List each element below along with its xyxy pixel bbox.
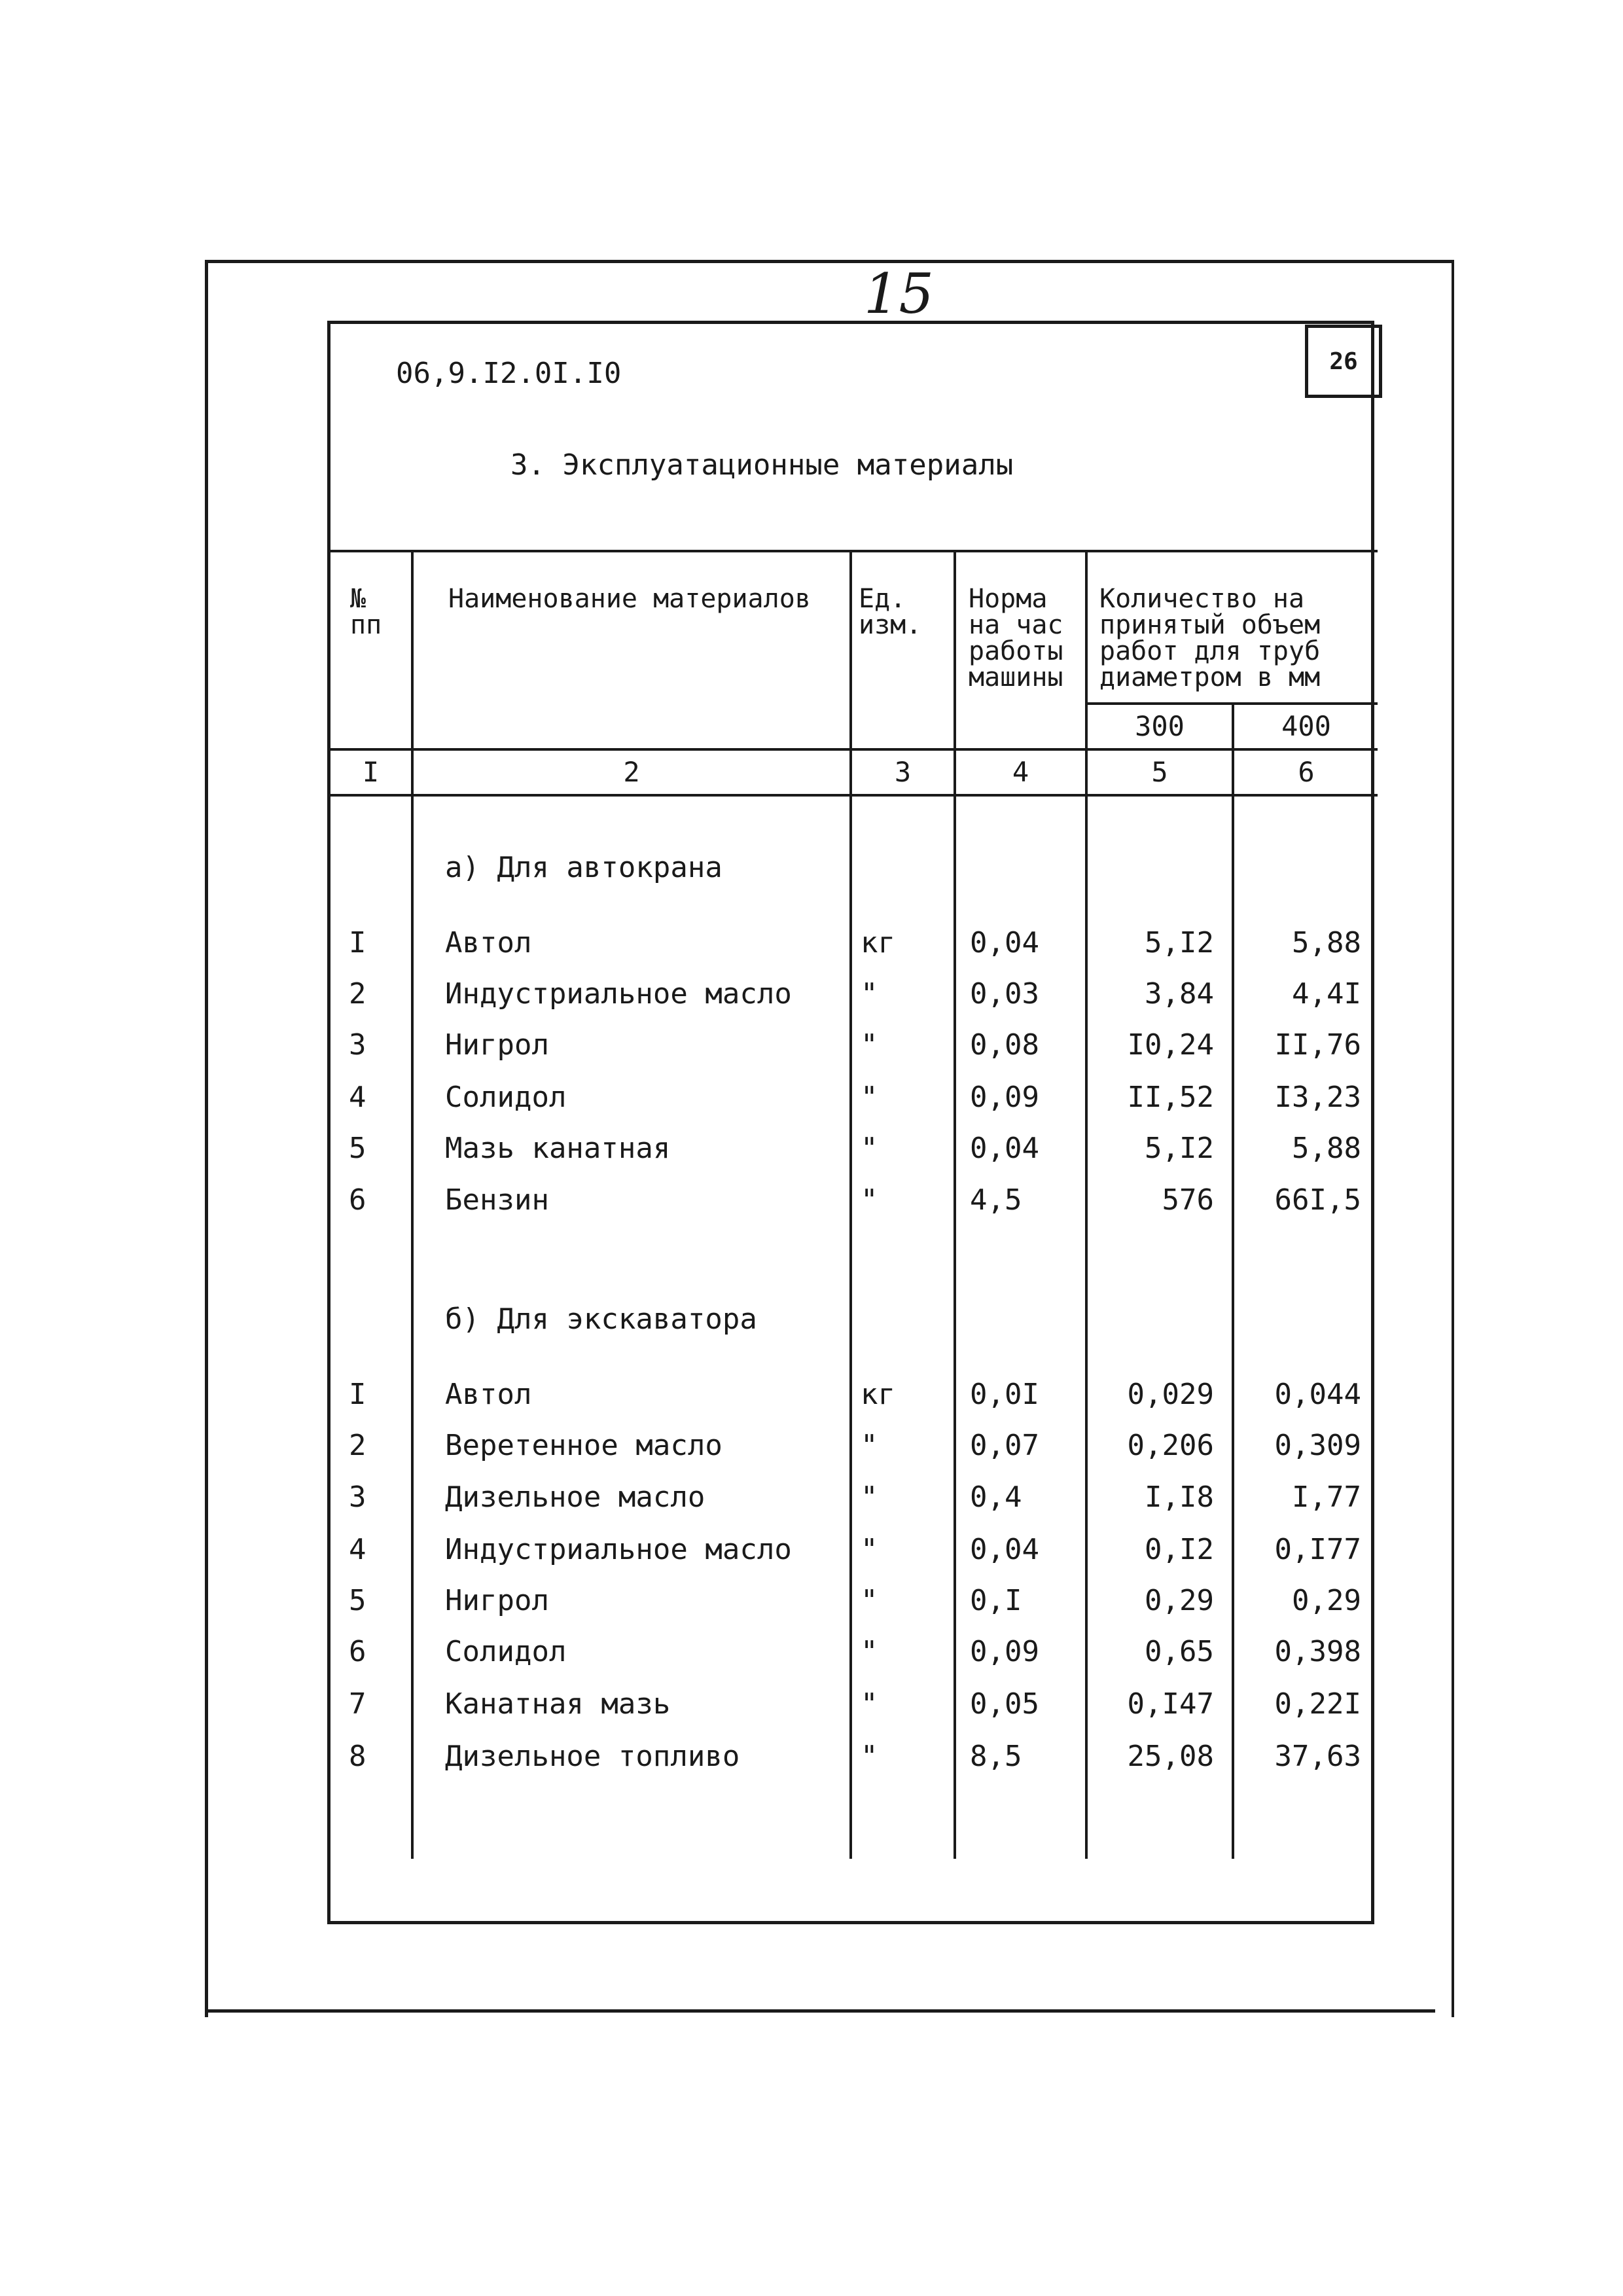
row-no: I xyxy=(349,926,366,960)
col-divider-5 xyxy=(1232,702,1234,1859)
colnum-5: 5 xyxy=(1151,756,1168,788)
row-no: 2 xyxy=(349,1429,366,1462)
row-qty-300: 0,29 xyxy=(1145,1584,1214,1617)
row-qty-300: 0,029 xyxy=(1127,1378,1214,1411)
row-rate: 0,4 xyxy=(970,1480,1022,1514)
row-qty-400: 0,29 xyxy=(1292,1584,1361,1617)
col-divider-3 xyxy=(954,550,956,1859)
row-rate: 0,04 xyxy=(970,1533,1039,1566)
row-name: Нигрол xyxy=(445,1028,549,1062)
row-unit: " xyxy=(861,1635,878,1668)
row-qty-400: 0,I77 xyxy=(1274,1533,1361,1566)
row-unit: " xyxy=(861,1740,878,1773)
col-divider-1 xyxy=(411,550,414,1859)
row-unit: кг xyxy=(861,1378,895,1411)
row-unit: кг xyxy=(861,926,895,960)
row-no: 6 xyxy=(349,1183,366,1217)
row-rate: 0,09 xyxy=(970,1635,1039,1668)
row-name: Автол xyxy=(445,1378,532,1411)
row-no: 6 xyxy=(349,1635,366,1668)
row-name: Дизельное масло xyxy=(445,1480,705,1514)
row-rate: 4,5 xyxy=(970,1183,1022,1217)
row-qty-300: 3,84 xyxy=(1145,977,1214,1011)
group-title-excavator: б) Для экскаватора xyxy=(445,1302,757,1336)
row-qty-400: 5,88 xyxy=(1292,1132,1361,1165)
row-name: Солидол xyxy=(445,1081,567,1114)
header-rate: Норма на час работы машины xyxy=(969,584,1063,692)
row-unit: " xyxy=(861,977,878,1011)
row-name: Веретенное масло xyxy=(445,1429,722,1462)
header-unit: Ед. изм. xyxy=(859,584,922,640)
row-qty-300: 0,I2 xyxy=(1145,1533,1214,1566)
row-no: 5 xyxy=(349,1584,366,1617)
row-name: Индустриальное масло xyxy=(445,1533,792,1566)
row-name: Мазь канатная xyxy=(445,1132,671,1165)
handwritten-page-number: 15 xyxy=(864,262,934,326)
col-divider-2 xyxy=(849,550,852,1859)
colnum-1: I xyxy=(362,756,380,788)
colnum-6: 6 xyxy=(1298,756,1315,788)
row-name: Солидол xyxy=(445,1635,567,1668)
row-no: 8 xyxy=(349,1740,366,1773)
row-name: Автол xyxy=(445,926,532,960)
header-bottom-border xyxy=(330,748,1378,751)
row-qty-400: 66I,5 xyxy=(1274,1183,1361,1217)
row-qty-300: I,I8 xyxy=(1145,1480,1214,1514)
header-qty-400: 400 xyxy=(1281,710,1331,742)
row-qty-400: 0,398 xyxy=(1274,1635,1361,1668)
document-code: 06,9.I2.0I.I0 xyxy=(396,357,622,390)
row-qty-300: 0,65 xyxy=(1145,1635,1214,1668)
row-rate: 0,04 xyxy=(970,926,1039,960)
row-unit: " xyxy=(861,1132,878,1165)
header-qty-300: 300 xyxy=(1135,710,1185,742)
row-rate: 8,5 xyxy=(970,1740,1022,1773)
row-rate: 0,03 xyxy=(970,977,1039,1011)
row-no: I xyxy=(349,1378,366,1411)
row-unit: " xyxy=(861,1028,878,1062)
row-no: 3 xyxy=(349,1028,366,1062)
table-top-border xyxy=(330,550,1378,552)
row-qty-300: 5,I2 xyxy=(1145,1132,1214,1165)
outer-frame-bottom xyxy=(205,2009,1435,2013)
header-qty: Количество на принятый объем работ для труб диаметром в мм xyxy=(1099,584,1321,692)
row-name: Канатная мазь xyxy=(445,1687,671,1721)
row-rate: 0,09 xyxy=(970,1081,1039,1114)
row-qty-300: 0,I47 xyxy=(1127,1687,1214,1721)
colnum-2: 2 xyxy=(623,756,640,788)
row-qty-300: I0,24 xyxy=(1127,1028,1214,1062)
row-unit: " xyxy=(861,1429,878,1462)
row-qty-400: 0,044 xyxy=(1274,1378,1361,1411)
row-name: Нигрол xyxy=(445,1584,549,1617)
section-title: 3. Эксплуатационные материалы xyxy=(510,448,1014,482)
header-no: № пп xyxy=(350,584,382,640)
row-qty-400: I3,23 xyxy=(1274,1081,1361,1114)
row-no: 7 xyxy=(349,1687,366,1721)
colnum-3: 3 xyxy=(894,756,912,788)
row-qty-400: 4,4I xyxy=(1292,977,1361,1011)
row-no: 5 xyxy=(349,1132,366,1165)
row-no: 4 xyxy=(349,1081,366,1114)
page-number-box: 26 xyxy=(1305,325,1382,398)
col-divider-4 xyxy=(1085,550,1088,1859)
row-rate: 0,05 xyxy=(970,1687,1039,1721)
row-qty-300: 0,206 xyxy=(1127,1429,1214,1462)
row-qty-300: 5,I2 xyxy=(1145,926,1214,960)
row-rate: 0,08 xyxy=(970,1028,1039,1062)
row-qty-400: 5,88 xyxy=(1292,926,1361,960)
header-name: Наименование материалов xyxy=(448,584,811,614)
row-qty-400: 0,22I xyxy=(1274,1687,1361,1721)
row-unit: " xyxy=(861,1183,878,1217)
row-no: 3 xyxy=(349,1480,366,1514)
row-no: 2 xyxy=(349,977,366,1011)
row-name: Индустриальное масло xyxy=(445,977,792,1011)
colnum-4: 4 xyxy=(1012,756,1029,788)
row-name: Дизельное топливо xyxy=(445,1740,740,1773)
row-unit: " xyxy=(861,1480,878,1514)
row-rate: 0,0I xyxy=(970,1378,1039,1411)
row-qty-400: 37,63 xyxy=(1274,1740,1361,1773)
row-qty-400: 0,309 xyxy=(1274,1429,1361,1462)
row-unit: " xyxy=(861,1081,878,1114)
row-no: 4 xyxy=(349,1533,366,1566)
row-rate: 0,04 xyxy=(970,1132,1039,1165)
group-title-crane: а) Для автокрана xyxy=(445,851,722,884)
row-unit: " xyxy=(861,1687,878,1721)
row-qty-300: 25,08 xyxy=(1127,1740,1214,1773)
row-unit: " xyxy=(861,1584,878,1617)
row-qty-400: I,77 xyxy=(1292,1480,1361,1514)
row-name: Бензин xyxy=(445,1183,549,1217)
colnum-bottom-border xyxy=(330,794,1378,797)
row-qty-300: 576 xyxy=(1162,1183,1214,1217)
row-rate: 0,I xyxy=(970,1584,1022,1617)
row-rate: 0,07 xyxy=(970,1429,1039,1462)
row-unit: " xyxy=(861,1533,878,1566)
row-qty-400: II,76 xyxy=(1274,1028,1361,1062)
row-qty-300: II,52 xyxy=(1127,1081,1214,1114)
